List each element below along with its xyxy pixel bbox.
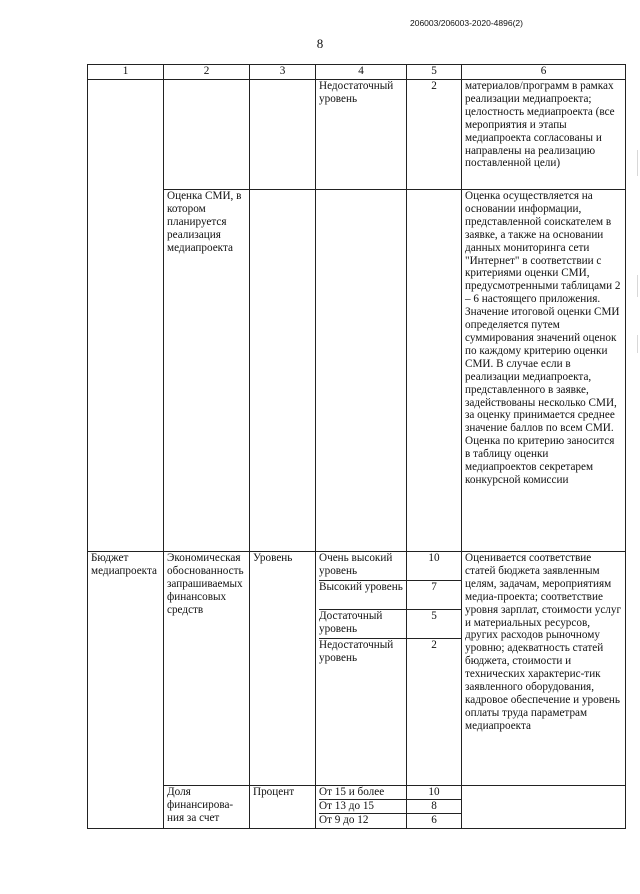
evaluation-table — [87, 64, 626, 829]
score-item: 7 — [407, 581, 461, 610]
column-header: 5 — [407, 65, 462, 80]
level-item: Очень высокий уровень — [319, 552, 406, 581]
criterion-cell: Доля финансирова-ния за счет — [164, 786, 250, 829]
score-item: 10 — [407, 552, 461, 581]
table-row — [88, 552, 626, 786]
level-item: Недостаточный уровень — [319, 639, 394, 664]
score-item: 5 — [407, 610, 461, 639]
level-cell: Недостаточный уровень — [316, 80, 407, 190]
comment-cell: материалов/программ в рамках реализации медиапроекта; целостность медиапроекта (все мероприятия и этапы медиапроекта согласованы и направлены на реализацию поставленной цели) — [462, 80, 626, 190]
unit-cell — [250, 190, 316, 552]
unit-cell: Процент — [250, 786, 316, 829]
scan-edge-mark — [637, 150, 638, 176]
score-item: 8 — [407, 800, 461, 814]
score-list — [407, 786, 462, 829]
group-cell: Бюджет медиапроекта — [88, 552, 164, 829]
table-row — [88, 190, 626, 552]
score-cell: 2 — [407, 80, 462, 190]
table-row — [88, 786, 626, 829]
score-cell — [407, 190, 462, 552]
score-item: 2 — [431, 639, 437, 651]
document-id: 206003/206003-2020-4896(2) — [410, 18, 523, 28]
group-cell — [88, 80, 164, 552]
level-item: Достаточный уровень — [319, 610, 406, 639]
comment-cell: Оценивается соответствие статей бюджета заявленным целям, задачам, мероприятиям медиа-проекта; соответствие уровня зарплат, стоимости услуг и материальных ресурсов, других расходов рыночному уровню; адекватность статей бюджета, стоимости и технических характерис-тик заявленного оборудования, кадровое обеспечение и уровень оплаты труда параметрам медиапроекта — [462, 552, 626, 786]
criterion-cell: Оценка СМИ, в котором планируется реализация медиапроекта — [164, 190, 250, 552]
column-header: 3 — [250, 65, 316, 80]
page-number: 8 — [316, 36, 324, 51]
scan-edge-mark — [637, 335, 638, 353]
level-item: От 15 и более — [319, 786, 406, 800]
comment-cell — [462, 786, 626, 829]
criterion-cell: Экономическая обоснованность запрашиваемых финансовых средств — [164, 552, 250, 786]
level-item: От 9 до 12 — [319, 814, 369, 826]
level-list — [316, 552, 407, 786]
level-cell — [316, 190, 407, 552]
column-header: 2 — [164, 65, 250, 80]
score-list — [407, 552, 462, 786]
column-header: 6 — [462, 65, 626, 80]
level-item: Высокий уровень — [319, 581, 406, 610]
level-item: От 13 до 15 — [319, 800, 406, 814]
comment-cell: Оценка осуществляется на основании информации, представленной соискателем в заявке, а также на основании данных мониторинга сети "Интернет" в соответствии с критериями оценки СМИ, предусмотренными таблицами 2 – 6 настоящего приложения. Значение итоговой оценки СМИ определяется путем суммирования значений оценок по каждому критерию оценки СМИ. В случае если в реализации медиапроекта, представленного в заявке, задействованы несколько СМИ, за оценку принимается среднее значение баллов по всем СМИ. Оценка по критерию заносится в таблицу оценки медиапроектов секретарем конкурсной комиссии — [462, 190, 626, 552]
scan-edge-mark — [637, 275, 638, 297]
column-header: 1 — [88, 65, 164, 80]
score-item: 10 — [407, 786, 461, 800]
table-row — [88, 80, 626, 190]
score-item: 6 — [431, 814, 437, 826]
unit-cell — [250, 80, 316, 190]
column-header-row — [88, 65, 626, 80]
criterion-cell — [164, 80, 250, 190]
unit-cell: Уровень — [250, 552, 316, 786]
level-list — [316, 786, 407, 829]
column-header: 4 — [316, 65, 407, 80]
